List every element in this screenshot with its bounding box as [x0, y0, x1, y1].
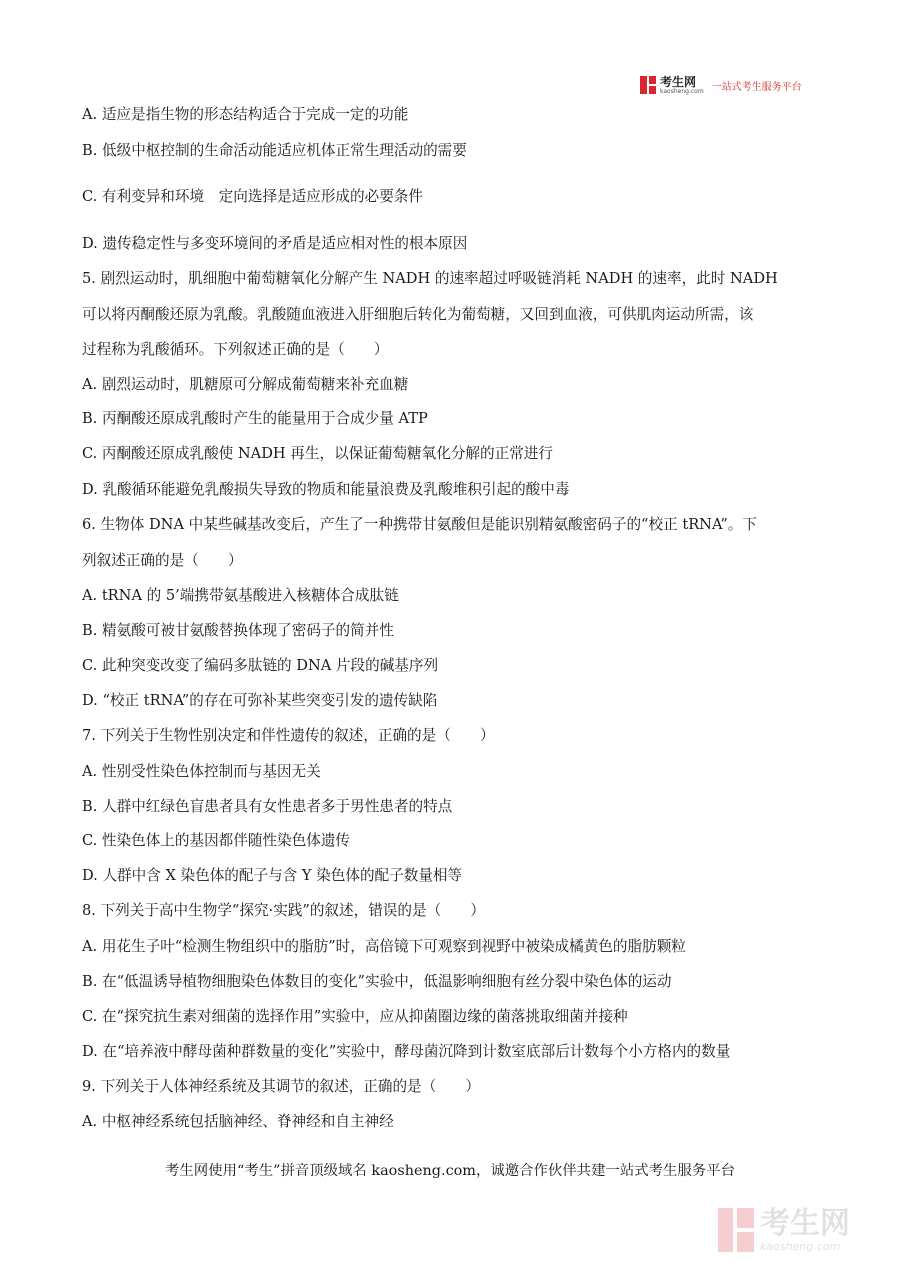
watermark-text — [760, 1205, 850, 1253]
question-6-option-d: D. “校正 tRNA”的存在可弥补某些突变引发的遗传缺陷 — [82, 692, 438, 709]
question-9-stem: 9. 下列关于人体神经系统及其调节的叙述，正确的是（ ） — [82, 1078, 481, 1095]
question-5-option-c: C. 丙酮酸还原成乳酸使 NADH 再生，以保证葡萄糖氧化分解的正常进行 — [82, 445, 553, 462]
kaosheng-logo-icon — [640, 76, 656, 94]
watermark-logo-icon — [718, 1208, 754, 1252]
question-8-option-c: C. 在“探究抗生素对细菌的选择作用”实验中，应从抑菌圈边缘的菌落挑取细菌并接种 — [82, 1008, 628, 1025]
question-5-stem-line-3: 过程称为乳酸循环。下列叙述正确的是（ ） — [82, 341, 389, 358]
question-8-option-d: D. 在“培养液中酵母菌种群数量的变化”实验中，酵母菌沉降到计数室底部后计数每个小方格内的数量 — [82, 1043, 731, 1060]
header-logo — [640, 74, 802, 96]
question-8-option-b: B. 在“低温诱导植物细胞染色体数目的变化”实验中，低温影响细胞有丝分裂中染色体的运动 — [82, 973, 672, 990]
watermark-text-cn: 考生网 — [760, 1205, 850, 1241]
brand-name-cn: 考生网 — [660, 74, 697, 89]
question-6-stem-line-2: 列叙述正确的是（ ） — [82, 552, 243, 569]
question-8-stem: 8. 下列关于高中生物学“探究·实践”的叙述，错误的是（ ） — [82, 902, 485, 919]
question-7-stem: 7. 下列关于生物性别决定和伴性遗传的叙述，正确的是（ ） — [82, 727, 495, 744]
question-7-option-a: A. 性别受性染色体控制而与基因无关 — [82, 763, 321, 780]
question-5-option-b: B. 丙酮酸还原成乳酸时产生的能量用于合成少量 ATP — [82, 410, 428, 427]
question-4-option-a: A. 适应是指生物的形态结构适合于完成一定的功能 — [82, 106, 409, 123]
question-4-option-c: C. 有利变异和环境 定向选择是适应形成的必要条件 — [82, 188, 423, 205]
page-footer: 考生网使用“考生”拼音顶级域名 kaosheng.com，诚邀合作伙伴共建一站式考生服务平台 — [165, 1163, 735, 1179]
question-5-option-a: A. 剧烈运动时，肌糖原可分解成葡萄糖来补充血糖 — [82, 376, 409, 393]
question-9-option-a: A. 中枢神经系统包括脑神经、脊神经和自主神经 — [82, 1113, 394, 1130]
brand-slogan: 一站式考生服务平台 — [711, 81, 802, 93]
question-5-option-d: D. 乳酸循环能避免乳酸损失导致的物质和能量浪费及乳酸堆积引起的酸中毒 — [82, 481, 570, 498]
watermark-text-en: kaosheng.com — [760, 1239, 841, 1253]
question-7-option-d: D. 人群中含 X 染色体的配子与含 Y 染色体的配子数量相等 — [82, 867, 463, 884]
watermark — [718, 1204, 888, 1256]
question-4-option-d: D. 遗传稳定性与多变环境间的矛盾是适应相对性的根本原因 — [82, 235, 468, 252]
question-5-stem-line-2: 可以将丙酮酸还原为乳酸。乳酸随血液进入肝细胞后转化为葡萄糖，又回到血液，可供肌肉运动所需，该 — [82, 306, 754, 323]
question-7-option-b: B. 人群中红绿色盲患者具有女性患者多于男性患者的特点 — [82, 798, 453, 815]
question-6-option-a: A. tRNA 的 5’端携带氨基酸进入核糖体合成肽链 — [82, 587, 399, 604]
question-7-option-c: C. 性染色体上的基因都伴随性染色体遗传 — [82, 832, 351, 849]
question-5-stem-line-1: 5. 剧烈运动时，肌细胞中葡萄糖氧化分解产生 NADH 的速率超过呼吸链消耗 NADH 的速率，此时 NADH — [82, 270, 778, 287]
brand-name — [660, 76, 704, 95]
question-6-option-c: C. 此种突变改变了编码多肽链的 DNA 片段的碱基序列 — [82, 657, 439, 674]
question-8-option-a: A. 用花生子叶“检测生物组织中的脂肪”时，高倍镜下可观察到视野中被染成橘黄色的脂肪颗粒 — [82, 938, 686, 955]
question-6-stem-line-1: 6. 生物体 DNA 中某些碱基改变后，产生了一种携带甘氨酸但是能识别精氨酸密码子的“校正 tRNA”。下 — [82, 516, 757, 533]
brand-name-en: kaosheng.com — [660, 87, 704, 95]
question-6-option-b: B. 精氨酸可被甘氨酸替换体现了密码子的简并性 — [82, 622, 394, 639]
question-4-option-b: B. 低级中枢控制的生命活动能适应机体正常生理活动的需要 — [82, 142, 467, 159]
